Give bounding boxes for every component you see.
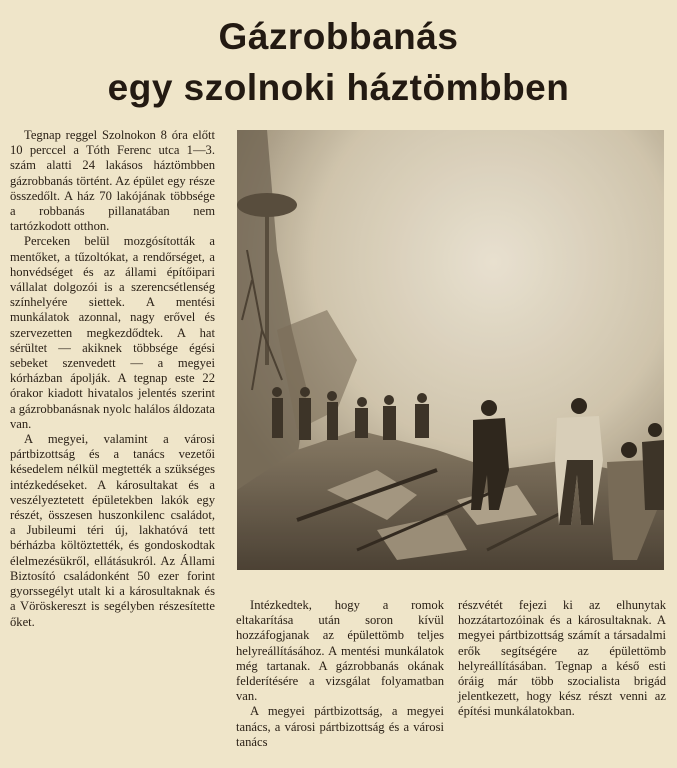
paragraph: Perceken belül mozgósították a mentőket, a tűzoltókat, a rendőrséget, a honvédséget és az állami építőipari vállalat dolgozói is a szerencsétlenség színhelyére siettek. A mentési munkálatok azonnal, nagy erővel és szervezetten megkezdődtek. A hat sérültet — akiknek többsége égési sebeket szenvedett — a megyei kórházban ápolják. A tegnap este 22 órakor kiadott hivatalos jelentés szerint a gázrobbanásnak nyolc halálos áldozata van. <box>10 234 215 431</box>
paragraph: A megyei pártbizottság, a megyei tanács, a városi pártbizottság és a városi tanács <box>236 704 444 749</box>
paragraph: Tegnap reggel Szolnokon 8 óra előtt 10 perccel a Tóth Ferenc utca 1—3. szám alatti 24 lakásos háztömbben gázrobbanás történt. Az épület egy része összedőlt. A ház 70 lakójának többsége a robbanás pillanatában nem tartózkodott otthon. <box>10 128 215 234</box>
headline-line-2: egy szolnoki háztömbben <box>107 67 570 108</box>
paragraph: A megyei, valamint a városi pártbizottság és a tanács vezetői késedelem nélkül megtették a szükséges intézkedéseket. A károsultakat és a veszélyeztetett épületekben lakók egy részét, összesen huszonkilenc családot, a Jubileumi téri új, lakhatóvá tett bérházba költöztették, és gondoskodtak élelmezésükről, ellátásukról. Az Állami Biztosító családonként 50 ezer forint gyorssegélyt utalt ki a károsultaknak és a Vöröskereszt is segélyben részesítette őket. <box>10 432 215 629</box>
paragraph: részvétét fejezi ki az elhunytak hozzátartozóinak és a károsultaknak. A megyei pártbizottság számít a társadalmi erők segítségére az épülettömb helyreállításában. Tegnap a késő esti óráig már több szocialista brigád jelentkezett, hogy kész részt venni az építési munkálatokban. <box>458 598 666 719</box>
article-column-2 <box>236 598 444 750</box>
paragraph: Intézkedtek, hogy a romok eltakarítása után soron kívül hozzáfogjanak az épülettömb teljes helyreállításához. A mentési munkálatok még tartanak. A gázrobbanás okának felderítésére a vizsgálat folyamatban van. <box>236 598 444 704</box>
article-column-3 <box>458 598 666 720</box>
news-photo-rescue-scene <box>237 130 664 570</box>
article-column-1 <box>10 128 215 630</box>
headline-line-1: Gázrobbanás <box>218 16 459 57</box>
